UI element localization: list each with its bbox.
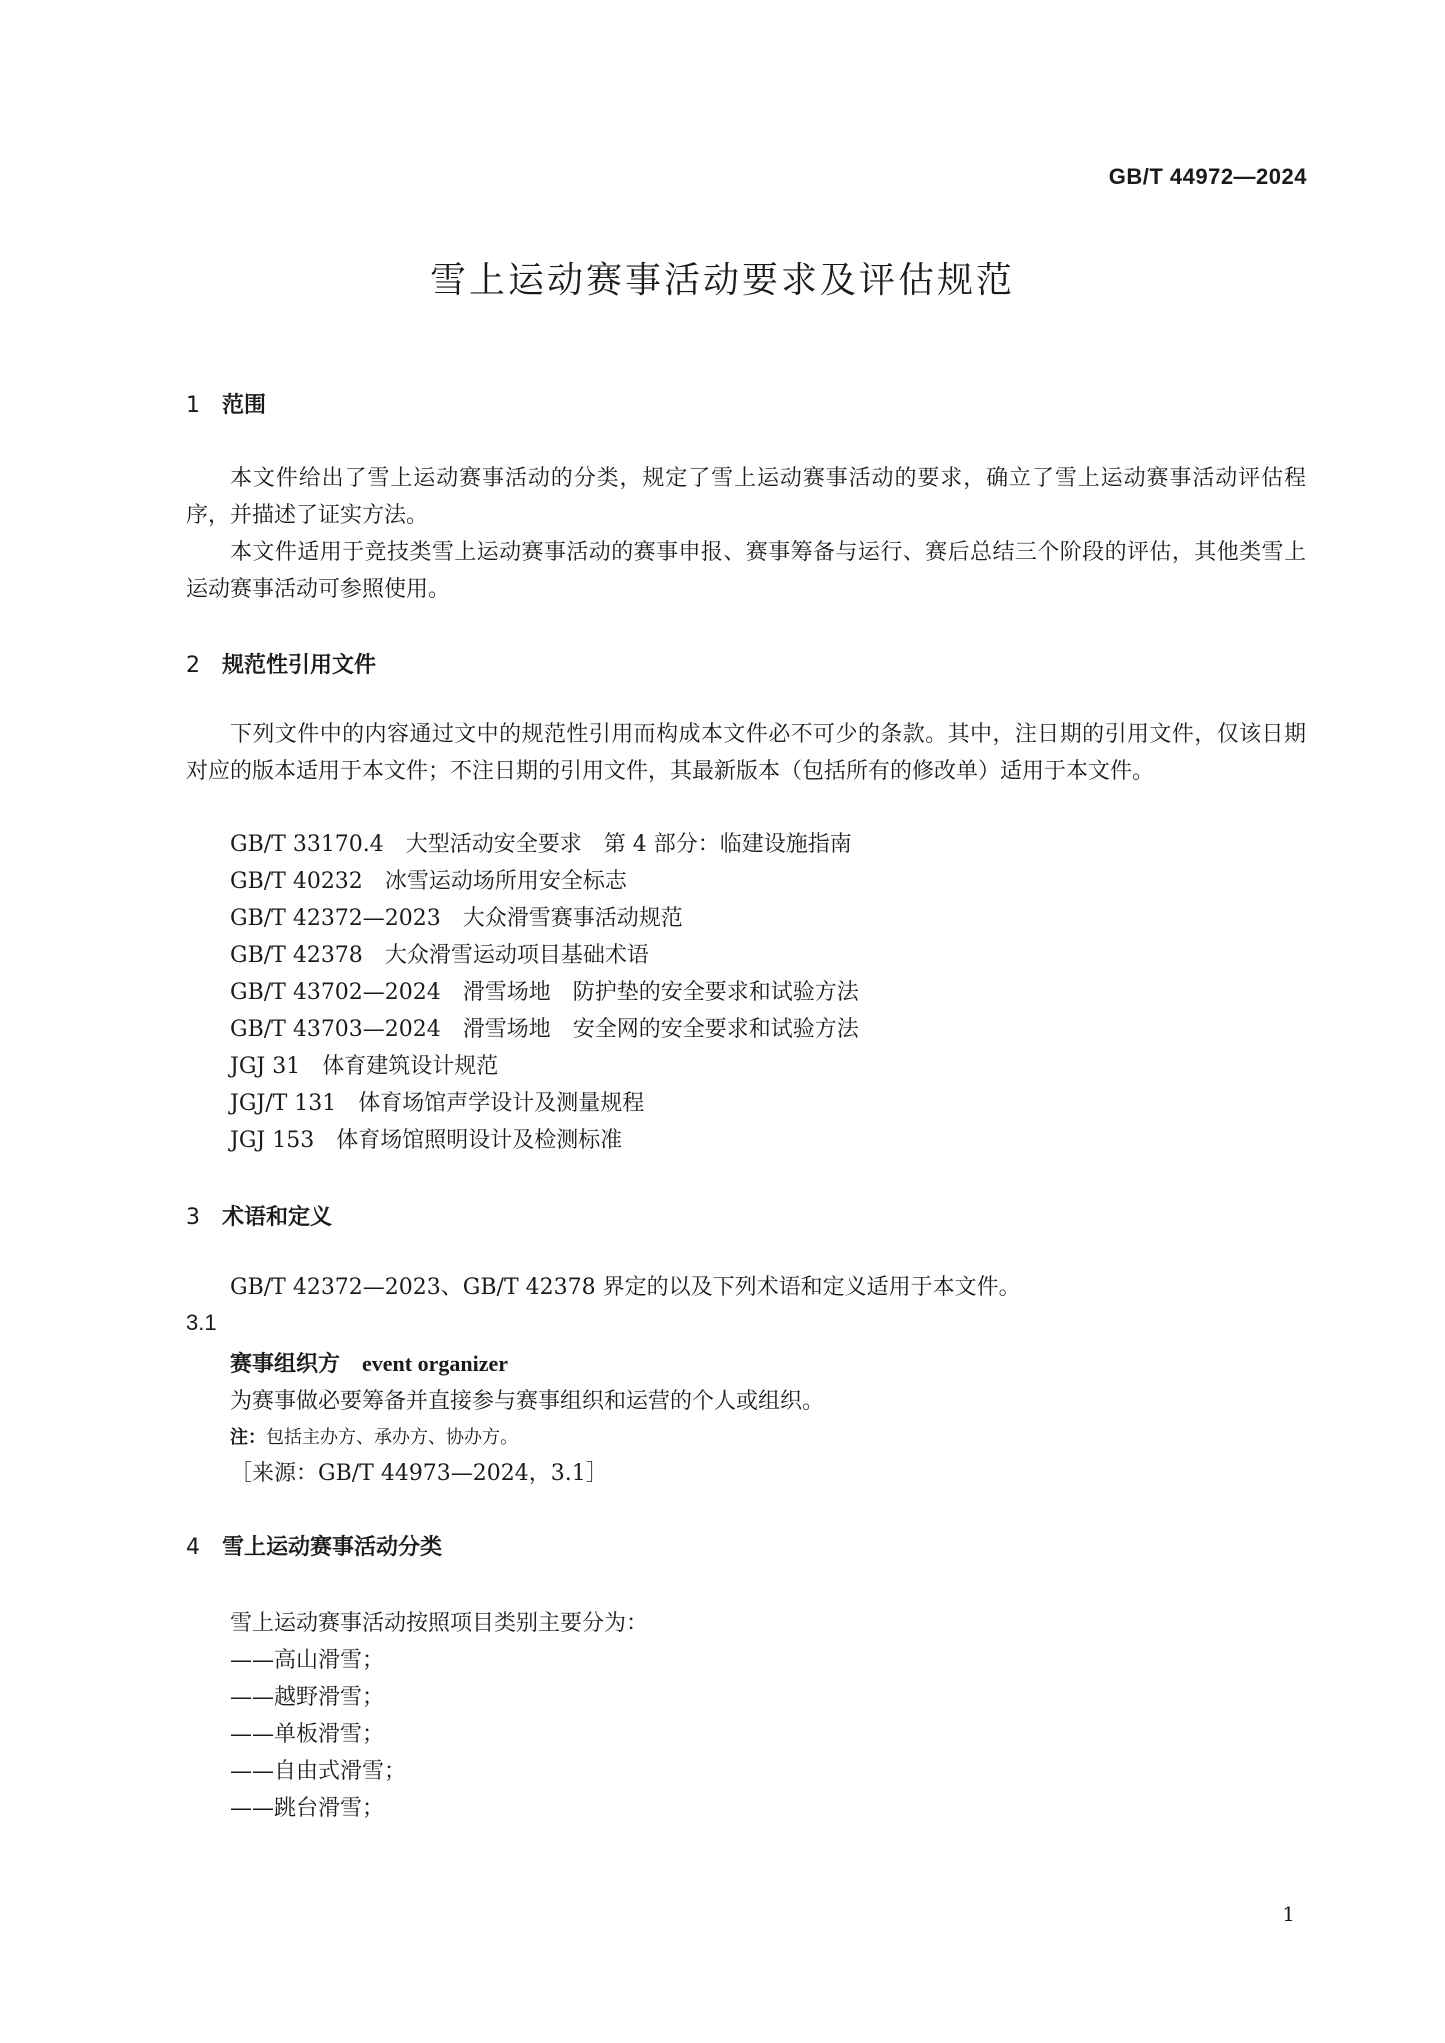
reference-code: GB/T 43702—2024 [230,980,441,1005]
reference-title: 大众滑雪赛事活动规范 [462,906,683,931]
reference-title: 滑雪场地 安全网的安全要求和试验方法 [462,1017,859,1042]
reference-item [230,1049,498,1080]
reference-title: 体育建筑设计规范 [322,1054,499,1079]
document-title: 雪上运动赛事活动要求及评估规范 [429,260,1015,301]
list-item: ——越野滑雪； [230,1685,385,1710]
section-title: 术语和定义 [222,1205,333,1230]
reference-code: GB/T 42372—2023 [230,906,441,931]
section-title: 雪上运动赛事活动分类 [222,1535,443,1560]
term-definition: 为赛事做必要筹备并直接参与赛事组织和运营的个人或组织。 [230,1389,825,1414]
section-number: 2 [186,653,200,678]
reference-title: 冰雪运动场所用安全标志 [384,869,627,894]
reference-item [230,827,852,858]
reference-code: GB/T 33170.4 [230,832,384,857]
reference-code: GB/T 42378 [230,943,363,968]
scope-paragraph-1: 本文件给出了雪上运动赛事活动的分类，规定了雪上运动赛事活动的要求，确立了雪上运动赛事活动评估程序，并描述了证实方法。 [186,466,1306,528]
scope-paragraph-2: 本文件适用于竞技类雪上运动赛事活动的赛事申报、赛事筹备与运行、赛后总结三个阶段的评估，其他类雪上运动赛事活动可参照使用。 [186,540,1306,602]
reference-code: JGJ 31 [230,1054,301,1079]
term-heading [230,1347,508,1378]
page-number: 1 [1282,1902,1295,1926]
list-item: ——单板滑雪； [230,1722,385,1747]
section-4-heading [186,1530,442,1561]
term-source: ［来源：GB/T 44973—2024，3.1］ [230,1461,608,1486]
note-text: 包括主办方、承办方、协办方。 [266,1427,518,1448]
list-item: ——高山滑雪； [230,1648,385,1673]
list-item: ——自由式滑雪； [230,1759,407,1784]
term-en: event organizer [362,1351,509,1376]
reference-title: 大众滑雪运动项目基础术语 [384,943,649,968]
section-3-heading [186,1200,332,1231]
section-2-heading [186,648,376,679]
terms-intro: GB/T 42372—2023、GB/T 42378 界定的以及下列术语和定义适用于本文件。 [230,1275,1021,1300]
section-title: 规范性引用文件 [222,653,377,678]
reference-item [230,975,859,1006]
reference-item [230,864,627,895]
reference-item [230,901,683,932]
reference-code: JGJ 153 [230,1128,315,1153]
reference-code: GB/T 43703—2024 [230,1017,441,1042]
standard-number: GB/T 44972—2024 [1108,164,1307,189]
reference-item [230,1123,622,1154]
references-intro: 下列文件中的内容通过文中的规范性引用而构成本文件必不可少的条款。其中，注日期的引用文件，仅该日期对应的版本适用于本文件；不注日期的引用文件，其最新版本（包括所有的修改单）适用于本文件。 [186,722,1306,784]
section-number: 1 [186,393,200,418]
term-number: 3.1 [186,1310,217,1335]
reference-title: 体育场馆照明设计及检测标准 [336,1128,623,1153]
section-1-heading [186,388,266,419]
section-number: 4 [186,1535,200,1560]
reference-title: 体育场馆声学设计及测量规程 [358,1091,645,1116]
reference-code: JGJ/T 131 [230,1091,337,1116]
reference-item [230,1012,859,1043]
reference-item [230,938,649,969]
reference-title: 滑雪场地 防护垫的安全要求和试验方法 [462,980,859,1005]
term-note [230,1423,518,1449]
section-number: 3 [186,1205,200,1230]
term-zh: 赛事组织方 [230,1351,341,1377]
classification-intro: 雪上运动赛事活动按照项目类别主要分为： [230,1611,649,1636]
reference-title: 大型活动安全要求 第 4 部分：临建设施指南 [405,832,852,857]
note-label: 注： [230,1427,266,1448]
list-item: ——跳台滑雪； [230,1796,385,1821]
section-title: 范围 [222,393,267,418]
reference-code: GB/T 40232 [230,869,363,894]
reference-item [230,1086,644,1117]
